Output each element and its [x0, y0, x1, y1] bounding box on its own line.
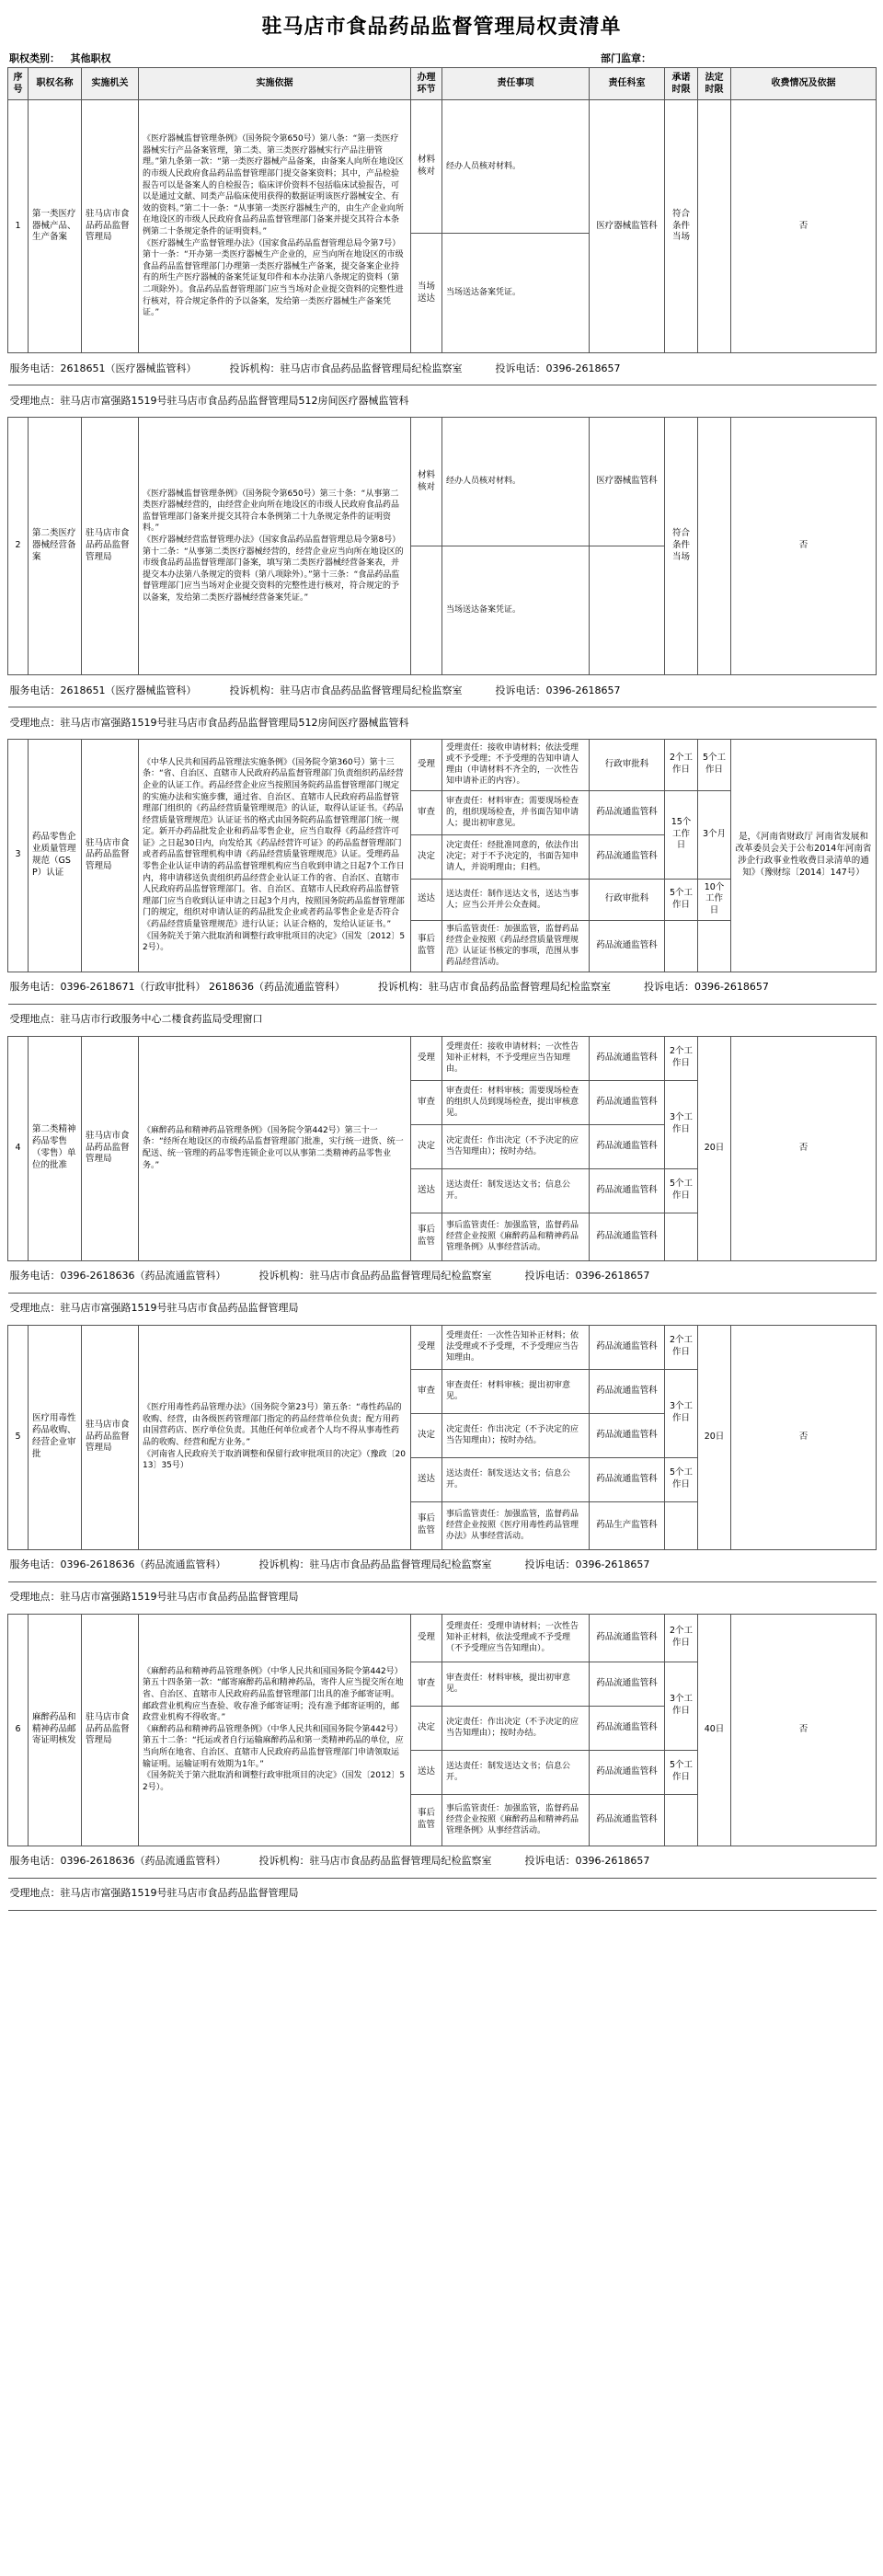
item-step: 送达 [411, 879, 442, 920]
item-resp: 决定责任：作出决定（不予决定的应当告知理由）；按时办结。 [442, 1124, 590, 1168]
item-step: 受理 [411, 740, 442, 791]
item-resp: 审查责任：材料审核；需要现场检查的组织人员到现场检查，提出审核意见。 [442, 1080, 590, 1124]
item-legal: 10个工作日 [698, 879, 731, 920]
item-agency: 驻马店市食品药品监督管理局 [82, 100, 139, 353]
document-page [7, 0, 876, 1911]
item-step: 送达 [411, 1168, 442, 1213]
address-text: 受理地点：驻马店市富强路1519号驻马店市食品药品监督管理局 [8, 1293, 877, 1325]
item-no: 3 [8, 740, 29, 972]
item-no: 2 [8, 418, 29, 675]
category-value: 其他职权 [70, 52, 111, 64]
item-basis: 《医疗器械监督管理条例》（国务院令第650号）第八条：“第一类医疗器械实行产品备案管理，第二类、第三类医疗器械实行产品注册管理。”第九条第一款：“第一类医疗器械产品备案，由备案人向所在地设区的市级人民政府食品药品监督管理部门提交备案资料；其中，产品检验报告可以是备案人的自检报告；临床评价资料不包括临床试验报告，可以是通过文献、同类产品临床使用获得的数据证明该医疗器械安全、有效的资料。”第二十一条：“从事第一类医疗器械生产的，由生产企业向所在地设区的市级人民政府食品药品监督管理部门备案并提交其符合本条例第二十条规定条件的证明资料。” 《医疗器械生产监督管理办法》（国家食品药品监督管理总局令第7号）第十一条：“开办第一类医疗器械生产企业的，应当向所在地设区的市级食品药品监督管理部门办理第一类医疗器械生产备案，提交备案企业持有的所生产医疗器械的备案凭证复印件和本办法第八条规定的资料（第二项除外）。食品药品监督管理部门应当当场对企业提交资料的完整性进行核对，符合规定条件的予以备案，发给第一类医疗器械生产备案凭证。” [139, 100, 411, 353]
item-fee: 否 [731, 1325, 877, 1549]
item-step [411, 546, 442, 675]
item-step: 材料核对 [411, 418, 442, 546]
item-agency: 驻马店市食品药品监督管理局 [82, 418, 139, 675]
table-header-row [8, 68, 877, 100]
item-agency: 驻马店市食品药品监督管理局 [82, 1036, 139, 1260]
item-office: 药品流通监管科 [590, 1124, 665, 1168]
item-promise: 3个工作日 [665, 1662, 698, 1750]
item-step: 事后监管 [411, 1213, 442, 1260]
item-promise: 3个工作日 [665, 1080, 698, 1168]
address-text: 受理地点：驻马店市富强路1519号驻马店市食品药品监督管理局512房间医疗器械监管科 [8, 385, 877, 418]
item-fee: 是，《河南省财政厅 河南省发展和改革委员会关于公布2014年河南省涉企行政事业性收费目录清单的通知》（豫财综〔2014〕147号） [731, 740, 877, 972]
header-no: 序号 [8, 68, 29, 100]
item-office: 药品流通监管科 [590, 790, 665, 834]
service-row [8, 972, 877, 1004]
table-row [8, 100, 877, 234]
item-resp: 送达责任：制发送达文书；信息公开。 [442, 1457, 590, 1501]
item-office: 药品流通监管科 [590, 1080, 665, 1124]
header-agency: 实施机关 [82, 68, 139, 100]
meta-row [7, 47, 876, 67]
item-office: 药品流通监管科 [590, 1706, 665, 1750]
item-legal: 20日 [698, 1036, 731, 1260]
item-step: 决定 [411, 834, 442, 879]
item-name: 第二类医疗器械经营备案 [29, 418, 82, 675]
item-basis: 《医疗器械监督管理条例》（国务院令第650号）第三十条：“从事第二类医疗器械经营的，由经营企业向所在地设区的市级人民政府食品药品监督管理部门备案并提交其符合本条例第二十九条规定条件的证明资料。” 《医疗器械经营监督管理办法》（国家食品药品监督管理总局令第8号）第十二条：“从事第二类医疗器械经营的，经营企业应当向所在地设区的市级食品药品监督管理部门备案，填写第二类医疗器械经营备案表，并提交本办法第八条规定的资料（第八项除外）。”第十三条：“食品药品监督管理部门应当当场对企业提交资料的完整性进行核对，符合规定的予以备案，发给第二类医疗器械经营备案凭证。” [139, 418, 411, 675]
item-office: 药品流通监管科 [590, 834, 665, 879]
category-info [9, 51, 111, 65]
item-no: 1 [8, 100, 29, 353]
item-office: 药品流通监管科 [590, 1213, 665, 1260]
item-office: 药品流通监管科 [590, 1413, 665, 1457]
item-basis: 《医疗用毒性药品管理办法》（国务院令第23号）第五条：“毒性药品的收购、经营，由各级医药管理部门指定的药品经营单位负责；配方用药由国营药店、医疗单位负责。其他任何单位或者个人均不得从事毒性药品的收购、经营和配方业务。” 《河南省人民政府关于取消调整和保留行政审批项目的决定》（豫政〔2013〕35号） [139, 1325, 411, 1549]
item-name: 医疗用毒性药品收购、经营企业审批 [29, 1325, 82, 1549]
service-phone: 服务电话：0396-2618636（药品流通监管科） [9, 1270, 226, 1282]
document-title: 驻马店市食品药品监督管理局权责清单 [261, 16, 622, 39]
address-row [8, 1878, 877, 1910]
item-resp: 决定责任：作出决定（不予决定的应当告知理由）；按时办结。 [442, 1706, 590, 1750]
complaint-phone: 投诉电话：0396-2618657 [643, 981, 769, 994]
item-promise: 5个工作日 [665, 1168, 698, 1213]
item-no: 4 [8, 1036, 29, 1260]
item-step: 审查 [411, 1662, 442, 1706]
item-fee: 否 [731, 418, 877, 675]
item-step: 决定 [411, 1413, 442, 1457]
item-promise: 15个工作日 [665, 790, 698, 879]
item-basis: 《麻醉药品和精神药品管理条例》（国务院令第442号）第三十一条：“经所在地设区的市级药品监督管理部门批准，实行统一进货、统一配送、统一管理的药品零售连锁企业可以从事第二类精神药品零售业务。” [139, 1036, 411, 1260]
item-resp: 送达责任：制作送达文书，送达当事人；应当公开并公众查阅。 [442, 879, 590, 920]
item-promise: 2个工作日 [665, 1614, 698, 1662]
item-resp: 受理责任：接收申请材料；依法受理或不予受理；不予受理的告知申请人理由（申请材料不齐全的，一次性告知申请补正的内容）。 [442, 740, 590, 791]
item-agency: 驻马店市食品药品监督管理局 [82, 740, 139, 972]
complaint-phone: 投诉电话：0396-2618657 [495, 362, 621, 374]
header-name: 职权名称 [29, 68, 82, 100]
item-legal [698, 921, 731, 972]
header-basis: 实施依据 [139, 68, 411, 100]
item-resp: 事后监管责任：加强监管，监督药品经营企业按照《医疗用毒性药品管理办法》从事经营活动。 [442, 1501, 590, 1549]
item-step: 事后监管 [411, 1501, 442, 1549]
complaint-phone: 投诉电话：0396-2618657 [495, 684, 621, 696]
address-row [8, 385, 877, 418]
item-resp: 事后监管责任：加强监管，监督药品经营企业按照《药品经营质量管理规范》认证证书核定的事项，范围从事药品经营活动。 [442, 921, 590, 972]
service-phone: 服务电话：2618651（医疗器械监管科） [9, 362, 197, 374]
table-row [8, 740, 877, 791]
item-promise: 符合条件当场 [665, 418, 698, 675]
item-promise: 2个工作日 [665, 740, 698, 791]
item-office: 药品流通监管科 [590, 1794, 665, 1846]
item-resp: 当场送达备案凭证。 [442, 546, 590, 675]
item-no: 6 [8, 1614, 29, 1846]
item-legal [698, 100, 731, 353]
item-step: 材料核对 [411, 100, 442, 234]
item-resp: 事后监管责任：加强监管，监督药品经营企业按照《麻醉药品和精神药品管理条例》从事经营活动。 [442, 1794, 590, 1846]
item-promise: 符合条件当场 [665, 100, 698, 353]
item-promise: 5个工作日 [665, 1457, 698, 1501]
item-office: 药品流通监管科 [590, 1614, 665, 1662]
header-fee: 收费情况及依据 [731, 68, 877, 100]
item-office: 药品流通监管科 [590, 1036, 665, 1080]
item-promise [665, 1501, 698, 1549]
item-step: 事后监管 [411, 1794, 442, 1846]
item-office: 药品流通监管科 [590, 1750, 665, 1794]
item-name: 麻醉药品和精神药品邮寄证明核发 [29, 1614, 82, 1846]
item-office: 药品流通监管科 [590, 1662, 665, 1706]
table-row [8, 1325, 877, 1369]
item-promise: 2个工作日 [665, 1036, 698, 1080]
item-step: 审查 [411, 1369, 442, 1413]
table-row [8, 1614, 877, 1662]
complaint-phone: 投诉电话：0396-2618657 [524, 1558, 650, 1571]
item-promise [665, 1213, 698, 1260]
complaint-agency: 投诉机构：驻马店市食品药品监督管理局纪检监察室 [377, 981, 611, 994]
item-name: 第二类精神药品零售（零售）单位的批准 [29, 1036, 82, 1260]
service-phone: 服务电话：0396-2618671（行政审批科） 2618636（药品流通监管科） [9, 981, 345, 994]
item-resp: 受理责任：一次性告知补正材料；依法受理或不予受理，不予受理应当告知理由。 [442, 1325, 590, 1369]
item-fee: 否 [731, 100, 877, 353]
item-promise: 5个工作日 [665, 879, 698, 920]
table-row [8, 1036, 877, 1080]
header-promise: 承诺时限 [665, 68, 698, 100]
item-basis: 《中华人民共和国药品管理法实施条例》（国务院令第360号）第十三条：“省、自治区、直辖市人民政府药品监督管理部门负责组织药品经营企业的认证工作。药品经营企业应当按照国务院药品监督管理部门规定的实施办法和实施步骤，通过省、自治区、直辖市人民政府药品监督管理部门组织的《药品经营质量管理规范》的认证，取得认证证书。《药品经营质量管理规范》认证证书的格式由国务院药品监督管理部门统一规定。新开办药品批发企业和药品零售企业，应当自取得《药品经营许可证》之日起30日内，向发给其《药品经营许可证》的药品监督管理部门或者药品监督管理机构申请《药品经营质量管理规范》认证。受理药品零售企业认证申请的药品监督管理机构应当自收到申请之日起7个工作日内，将申请移送负责组织药品经营企业认证工作的省、自治区、直辖市人民政府药品监督管理部门。省、自治区、直辖市人民政府药品监督管理部门应当自收到认证申请之日起3个月内，按照国务院药品监督管理部门的规定，组织对申请认证的药品批发企业或者药品零售企业是否符合《药品经营质量管理规范》进行认证；认证合格的，发给认证证书。” 《国务院关于第六批取消和调整行政审批项目的决定》（国发〔2012〕52号）。 [139, 740, 411, 972]
item-resp: 审查责任：材料审核，提出初审意见。 [442, 1662, 590, 1706]
item-step: 受理 [411, 1614, 442, 1662]
item-step: 审查 [411, 1080, 442, 1124]
item-office: 行政审批科 [590, 879, 665, 920]
item-office: 医疗器械监管科 [590, 418, 665, 546]
item-step: 决定 [411, 1124, 442, 1168]
item-office: 药品流通监管科 [590, 1369, 665, 1413]
complaint-agency: 投诉机构：驻马店市食品药品监督管理局纪检监察室 [258, 1855, 492, 1868]
header-office: 责任科室 [590, 68, 665, 100]
item-fee: 否 [731, 1036, 877, 1260]
item-step: 决定 [411, 1706, 442, 1750]
item-promise [665, 1794, 698, 1846]
responsibility-table [7, 67, 877, 1911]
item-basis: 《麻醉药品和精神药品管理条例》（中华人民共和国国务院令第442号）第五十四条第一款：“邮寄麻醉药品和精神药品，寄件人应当提交所在地省、自治区、直辖市人民政府药品监督管理部门出具的准予邮寄证明。邮政营业机构应当查验、收存准予邮寄证明；没有准予邮寄证明的，邮政营业机构不得收寄。” 《麻醉药品和精神药品管理条例》（中华人民共和国国务院令第442号）第五十二条：“托运或者自行运输麻醉药品和第一类精神药品的单位，应当向所在地省、自治区、直辖市人民政府药品监督管理部门申请领取运输证明。运输证明有效期为1年。” 《国务院关于第六批取消和调整行政审批项目的决定》（国发〔2012〕52号）。 [139, 1614, 411, 1846]
service-row [8, 675, 877, 707]
complaint-phone: 投诉电话：0396-2618657 [524, 1855, 650, 1868]
item-office: 药品生产监管科 [590, 1501, 665, 1549]
header-resp: 责任事项 [442, 68, 590, 100]
item-resp: 受理责任：接收申请材料；一次性告知补正材料，不予受理应当告知理由。 [442, 1036, 590, 1080]
address-text: 受理地点：驻马店市富强路1519号驻马店市食品药品监督管理局 [8, 1878, 877, 1910]
item-resp: 当场送达备案凭证。 [442, 234, 590, 353]
complaint-agency: 投诉机构：驻马店市食品药品监督管理局纪检监察室 [229, 684, 463, 696]
item-office: 药品流通监管科 [590, 1168, 665, 1213]
item-name: 第一类医疗器械产品、生产备案 [29, 100, 82, 353]
item-office: 药品流通监管科 [590, 1457, 665, 1501]
item-resp: 审查责任：材料审查；需要现场检查的，组织现场检查，并书面告知申请人；提出初审意见。 [442, 790, 590, 834]
item-name: 药品零售企业质量管理规范（GSP）认证 [29, 740, 82, 972]
item-legal: 40日 [698, 1614, 731, 1846]
service-row [8, 1846, 877, 1878]
item-promise [665, 921, 698, 972]
address-row [8, 1004, 877, 1036]
item-resp: 审查责任：材料审核；提出初审意见。 [442, 1369, 590, 1413]
item-office: 行政审批科 [590, 740, 665, 791]
item-step: 审查 [411, 790, 442, 834]
item-resp: 事后监管责任：加强监管，监督药品经营企业按照《麻醉药品和精神药品管理条例》从事经营活动。 [442, 1213, 590, 1260]
item-resp: 送达责任：制发送达文书；信息公开。 [442, 1168, 590, 1213]
item-step: 送达 [411, 1457, 442, 1501]
item-step: 事后监管 [411, 921, 442, 972]
item-resp: 决定责任：作出决定（不予决定的应当告知理由）；按时办结。 [442, 1413, 590, 1457]
item-agency: 驻马店市食品药品监督管理局 [82, 1325, 139, 1549]
complaint-agency: 投诉机构：驻马店市食品药品监督管理局纪检监察室 [229, 362, 463, 374]
service-row [8, 1549, 877, 1581]
item-step: 当场送达 [411, 234, 442, 353]
service-row [8, 1260, 877, 1293]
item-office: 医疗器械监管科 [590, 100, 665, 353]
item-legal: 20日 [698, 1325, 731, 1549]
item-legal [698, 418, 731, 675]
address-row [8, 1293, 877, 1325]
header-legal: 法定时限 [698, 68, 731, 100]
item-legal: 3个月 [698, 790, 731, 879]
service-row [8, 353, 877, 385]
complaint-agency: 投诉机构：驻马店市食品药品监督管理局纪检监察室 [258, 1270, 492, 1282]
service-phone: 服务电话：0396-2618636（药品流通监管科） [9, 1558, 226, 1571]
item-promise: 3个工作日 [665, 1369, 698, 1457]
address-row [8, 1581, 877, 1614]
item-resp: 经办人员核对材料。 [442, 100, 590, 234]
address-row [8, 707, 877, 740]
item-resp: 受理责任：受理申请材料；一次性告知补正材料，依法受理或不予受理（不予受理应当告知理由）。 [442, 1614, 590, 1662]
item-no: 5 [8, 1325, 29, 1549]
item-step: 受理 [411, 1036, 442, 1080]
dept-seal-label: 部门监章： [601, 52, 651, 64]
address-text: 受理地点：驻马店市富强路1519号驻马店市食品药品监督管理局 [8, 1581, 877, 1614]
service-phone: 服务电话：2618651（医疗器械监管科） [9, 684, 197, 696]
item-resp: 经办人员核对材料。 [442, 418, 590, 546]
item-promise: 2个工作日 [665, 1325, 698, 1369]
complaint-agency: 投诉机构：驻马店市食品药品监督管理局纪检监察室 [258, 1558, 492, 1571]
service-phone: 服务电话：0396-2618636（药品流通监管科） [9, 1855, 226, 1868]
complaint-phone: 投诉电话：0396-2618657 [524, 1270, 650, 1282]
item-office: 药品流通监管科 [590, 921, 665, 972]
item-resp: 决定责任：经批准同意的，依法作出决定；对于不予决定的，书面告知申请人，并说明理由；归档。 [442, 834, 590, 879]
item-fee: 否 [731, 1614, 877, 1846]
address-text: 受理地点：驻马店市行政服务中心二楼食药监局受理窗口 [8, 1004, 877, 1036]
item-office [590, 546, 665, 675]
item-step: 受理 [411, 1325, 442, 1369]
item-step: 送达 [411, 1750, 442, 1794]
item-legal: 5个工作日 [698, 740, 731, 791]
item-promise: 5个工作日 [665, 1750, 698, 1794]
item-agency: 驻马店市食品药品监督管理局 [82, 1614, 139, 1846]
category-label: 职权类别： [9, 52, 60, 64]
item-resp: 送达责任：制发送达文书；信息公开。 [442, 1750, 590, 1794]
header-step: 办理环节 [411, 68, 442, 100]
item-office: 药品流通监管科 [590, 1325, 665, 1369]
address-text: 受理地点：驻马店市富强路1519号驻马店市食品药品监督管理局512房间医疗器械监管科 [8, 707, 877, 740]
table-row [8, 418, 877, 546]
